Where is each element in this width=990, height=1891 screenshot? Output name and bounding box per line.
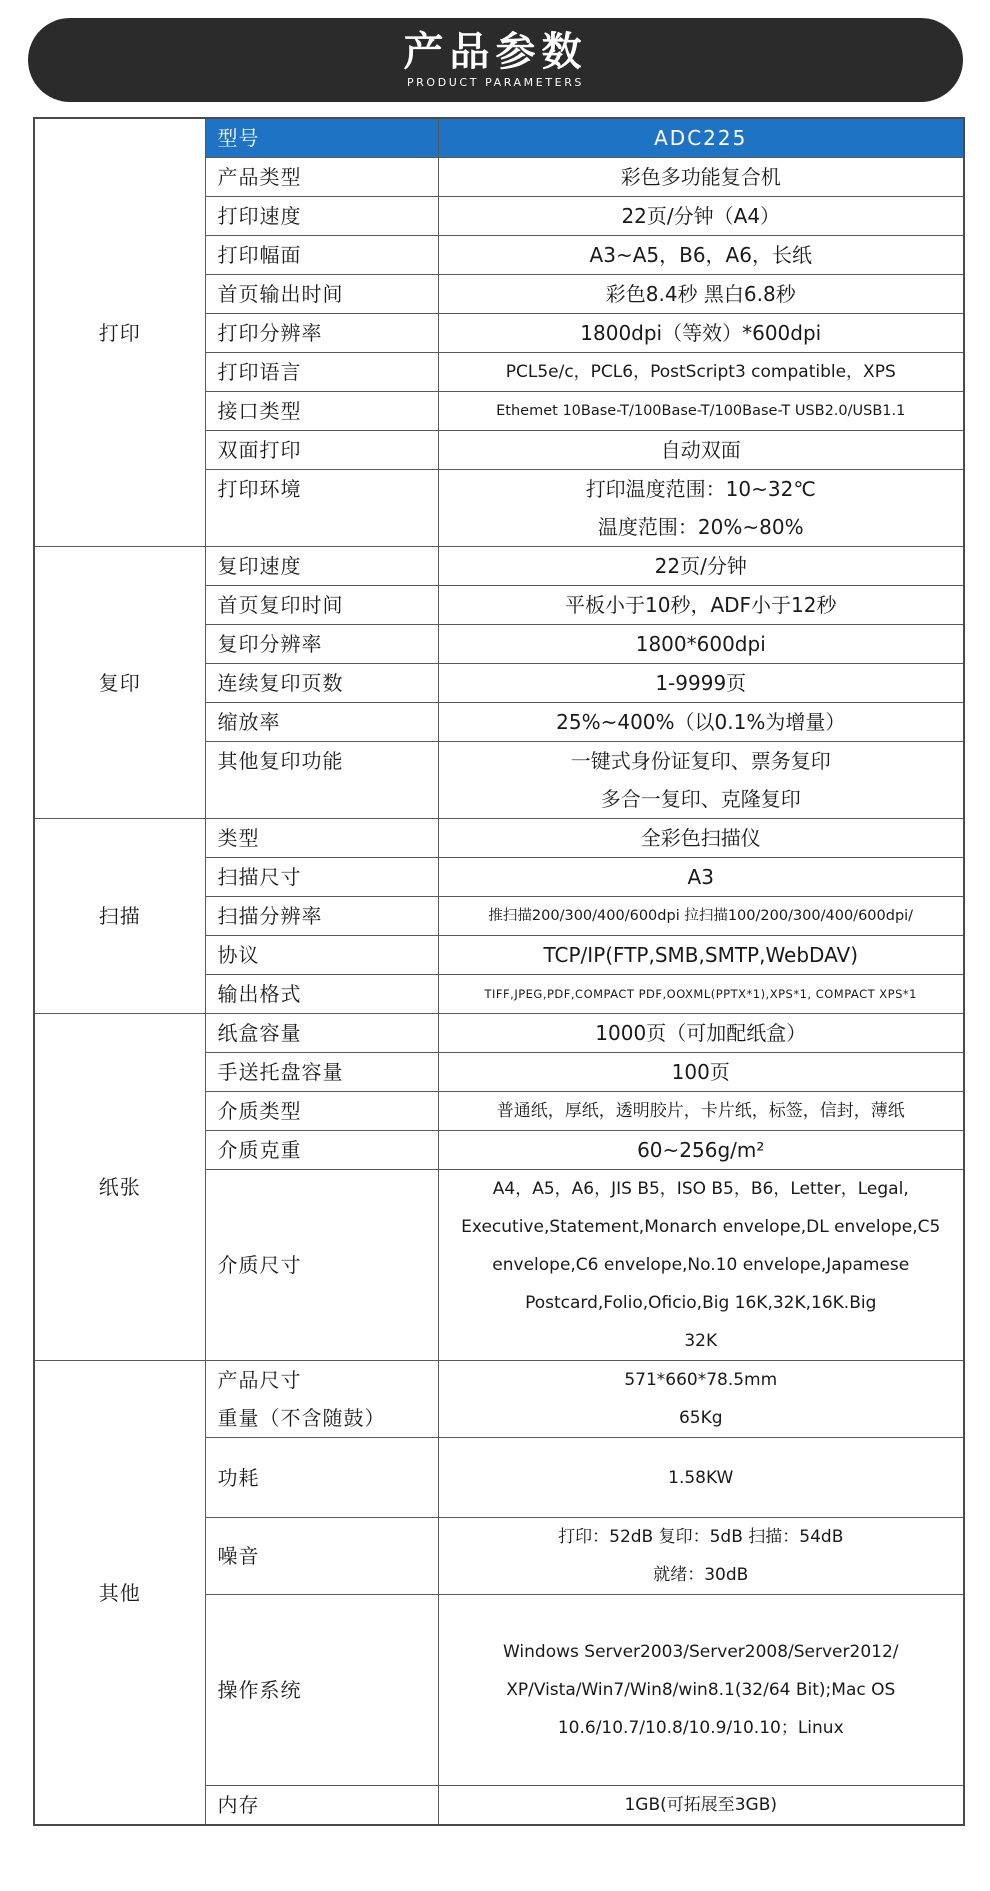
row-label: 手送托盘容量: [205, 1053, 438, 1092]
table-row: [34, 547, 964, 586]
row-value: [438, 1361, 964, 1438]
row-label: 内存: [205, 1786, 438, 1826]
row-value: 彩色8.4秒 黑白6.8秒: [438, 275, 964, 314]
row-value: 25%~400%（以0.1%为增量）: [438, 703, 964, 742]
label-line: 产品尺寸: [217, 1368, 302, 1392]
row-label: 打印语言: [205, 353, 438, 392]
row-value: 60~256g/m²: [438, 1131, 964, 1170]
category-copy: 复印: [34, 547, 205, 819]
row-label: 噪音: [205, 1518, 438, 1595]
row-label: 操作系统: [205, 1595, 438, 1786]
value-line: Postcard,Folio,Oficio,Big 16K,32K,16K.Big: [525, 1293, 877, 1313]
page-title: 产品参数: [403, 29, 588, 75]
value-line: 温度范围：20%~80%: [597, 515, 804, 539]
row-label: 纸盒容量: [205, 1014, 438, 1053]
row-value: TIFF,JPEG,PDF,COMPACT PDF,OOXML(PPTX*1),XPS*1, COMPACT XPS*1: [438, 975, 964, 1014]
model-value: ADC225: [438, 118, 964, 158]
category-paper: 纸张: [34, 1014, 205, 1361]
row-value: PCL5e/c，PCL6，PostScript3 compatible，XPS: [438, 353, 964, 392]
table-row: [34, 819, 964, 858]
label-line: 重量（不含随鼓）: [217, 1406, 386, 1430]
row-label: 介质克重: [205, 1131, 438, 1170]
row-label: 介质类型: [205, 1092, 438, 1131]
row-value: 1GB(可拓展至3GB): [438, 1786, 964, 1826]
row-value: [438, 1595, 964, 1786]
row-value: [438, 1518, 964, 1595]
row-value: 1000页（可加配纸盒）: [438, 1014, 964, 1053]
value-line: 多合一复印、克隆复印: [600, 787, 801, 811]
row-label: 复印分辨率: [205, 625, 438, 664]
value-line: 571*660*78.5mm: [624, 1370, 778, 1390]
row-value: 22页/分钟（A4）: [438, 197, 964, 236]
row-value: A3~A5，B6，A6，长纸: [438, 236, 964, 275]
value-line: 一键式身份证复印、票务复印: [570, 749, 831, 773]
row-value: 自动双面: [438, 431, 964, 470]
value-line: 65Kg: [678, 1408, 723, 1428]
row-value: 100页: [438, 1053, 964, 1092]
category-other: 其他: [34, 1361, 205, 1826]
row-value: A3: [438, 858, 964, 897]
value-line: 10.6/10.7/10.8/10.9/10.10；Linux: [557, 1718, 844, 1738]
row-label: 复印速度: [205, 547, 438, 586]
row-label: 连续复印页数: [205, 664, 438, 703]
row-value: TCP/IP(FTP,SMB,SMTP,WebDAV): [438, 936, 964, 975]
row-value: 全彩色扫描仪: [438, 819, 964, 858]
value-line: 32K: [684, 1331, 718, 1351]
value-line: 打印：52dB 复印：5dB 扫描：54dB: [558, 1527, 844, 1547]
spec-table: [33, 117, 965, 1826]
table-row: [34, 1361, 964, 1438]
row-label: 产品类型: [205, 158, 438, 197]
row-value: 1800*600dpi: [438, 625, 964, 664]
value-line: 就绪：30dB: [653, 1565, 749, 1585]
row-label: 打印幅面: [205, 236, 438, 275]
row-value: 平板小于10秒，ADF小于12秒: [438, 586, 964, 625]
value-line: Windows Server2003/Server2008/Server2012/: [502, 1642, 899, 1662]
row-value: Ethemet 10Base-T/100Base-T/100Base-T USB2.0/USB1.1: [438, 392, 964, 431]
row-label: 介质尺寸: [205, 1170, 438, 1361]
value-line: XP/Vista/Win7/Win8/win8.1(32/64 Bit);Mac OS: [506, 1680, 896, 1700]
category-print: 打印: [34, 118, 205, 547]
table-row: [34, 1014, 964, 1053]
row-value: 1800dpi（等效）*600dpi: [438, 314, 964, 353]
value-line: Executive,Statement,Monarch envelope,DL envelope,C5: [461, 1217, 941, 1237]
row-value: 彩色多功能复合机: [438, 158, 964, 197]
row-value: 1-9999页: [438, 664, 964, 703]
value-line: envelope,C6 envelope,No.10 envelope,Japamese: [492, 1255, 910, 1275]
row-label: 扫描尺寸: [205, 858, 438, 897]
row-label: 协议: [205, 936, 438, 975]
category-scan: 扫描: [34, 819, 205, 1014]
value-line: A4，A5，A6，JIS B5，ISO B5，B6，Letter，Legal,: [492, 1179, 909, 1199]
row-value: [438, 470, 964, 547]
value-line: 打印温度范围：10~32℃: [585, 477, 816, 501]
row-value: 1.58KW: [438, 1438, 964, 1518]
row-label: 扫描分辨率: [205, 897, 438, 936]
row-value: [438, 1170, 964, 1361]
table-row: [34, 118, 964, 158]
row-label: 接口类型: [205, 392, 438, 431]
row-label: 输出格式: [205, 975, 438, 1014]
row-label: 功耗: [205, 1438, 438, 1518]
row-value: 推扫描200/300/400/600dpi 拉扫描100/200/300/400/600dpi/: [438, 897, 964, 936]
row-label: 打印环境: [205, 470, 438, 547]
row-label: 缩放率: [205, 703, 438, 742]
page-subtitle: PRODUCT PARAMETERS: [406, 76, 585, 89]
row-label: 其他复印功能: [205, 742, 438, 819]
row-label: 类型: [205, 819, 438, 858]
row-value: 22页/分钟: [438, 547, 964, 586]
title-banner: [28, 18, 963, 102]
row-label: 打印分辨率: [205, 314, 438, 353]
header-label: 型号: [205, 118, 438, 158]
row-label: 首页输出时间: [205, 275, 438, 314]
row-value: 普通纸，厚纸，透明胶片，卡片纸，标签，信封，薄纸: [438, 1092, 964, 1131]
row-label: 双面打印: [205, 431, 438, 470]
row-label: 打印速度: [205, 197, 438, 236]
row-label: [205, 1361, 438, 1438]
row-value: [438, 742, 964, 819]
row-label: 首页复印时间: [205, 586, 438, 625]
